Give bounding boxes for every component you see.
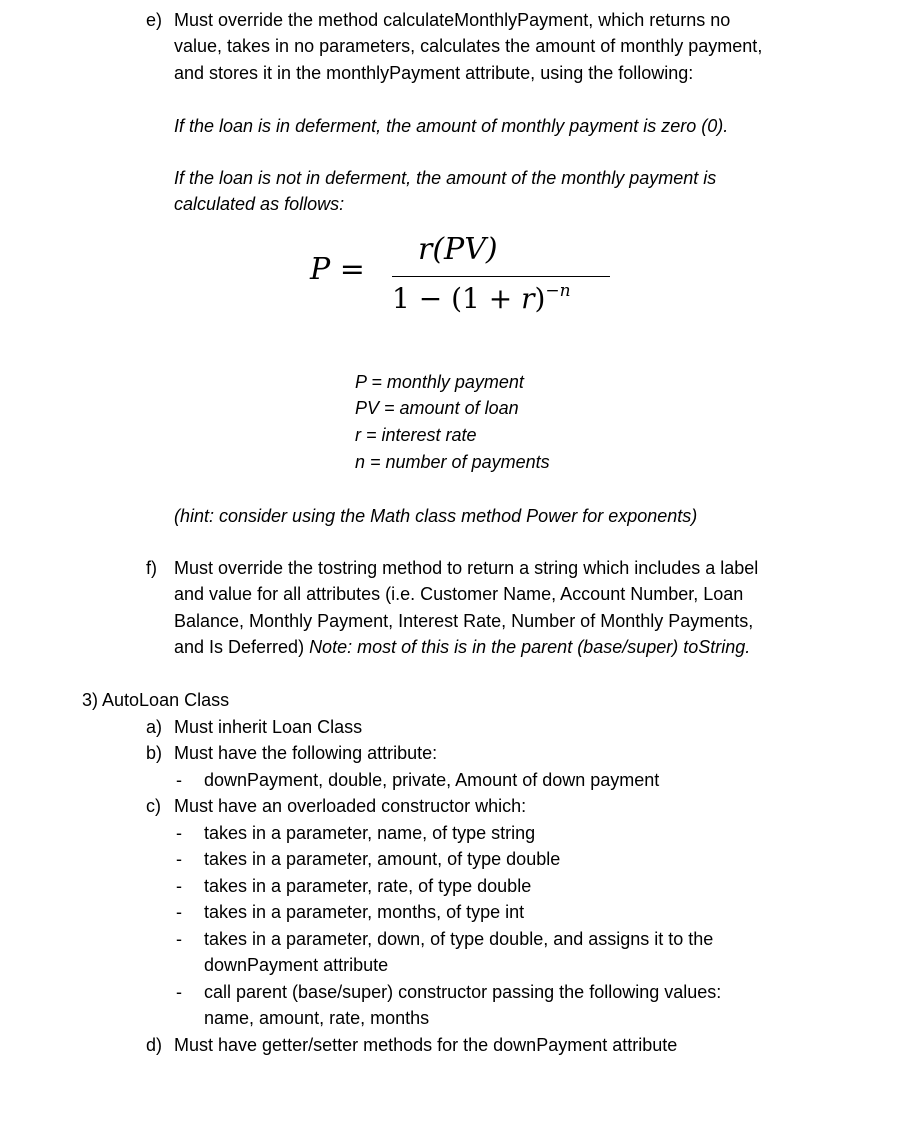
list-marker-3b: b) [146, 743, 163, 763]
item-3c-bullet-5: takes in a parameter, down, of type double, and assigns it to the [204, 929, 714, 949]
item-3c-bullet-1: takes in a parameter, name, of type string [204, 823, 536, 843]
item-f-line-2: and value for all attributes (i.e. Customer Name, Account Number, Loan [174, 584, 744, 604]
formula-fraction-bar [392, 276, 610, 277]
bullet-dash: - [176, 929, 182, 949]
item-f-note: Note: most of this is in the parent (base/super) toString. [309, 637, 751, 657]
list-marker-3c: c) [146, 796, 161, 816]
formula-lhs: P = [310, 252, 365, 287]
item-3a-text: Must inherit Loan Class [174, 717, 363, 737]
bullet-dash: - [176, 982, 182, 1002]
item-3c-bullet-3: takes in a parameter, rate, of type double [204, 876, 532, 896]
definition-r: r = interest rate [355, 425, 477, 445]
list-marker-3a: a) [146, 717, 163, 737]
item-f-line-4 [174, 636, 750, 658]
item-f-line-4-plain: and Is Deferred) [174, 637, 310, 657]
bullet-dash: - [176, 770, 182, 790]
item-3c-bullet-6-cont: name, amount, rate, months [204, 1008, 430, 1028]
item-3c-bullet-6: call parent (base/super) constructor passing the following values: [204, 982, 722, 1002]
item-f-line-1: Must override the tostring method to return a string which includes a label [174, 558, 759, 578]
item-3c-bullet-5-cont: downPayment attribute [204, 955, 389, 975]
monthly-payment-formula [300, 230, 620, 320]
bullet-dash: - [176, 823, 182, 843]
item-e-line-1: Must override the method calculateMonthlyPayment, which returns no [174, 10, 731, 30]
definition-n: n = number of payments [355, 452, 550, 472]
item-f-line-3: Balance, Monthly Payment, Interest Rate, Number of Monthly Payments, [174, 611, 754, 631]
item-e-line-2: value, takes in no parameters, calculates the amount of monthly payment, [174, 36, 763, 56]
list-marker-e: e) [146, 10, 163, 30]
item-3c-bullet-2: takes in a parameter, amount, of type double [204, 849, 561, 869]
deferment-rule: If the loan is in deferment, the amount of monthly payment is zero (0). [174, 116, 729, 136]
formula-numerator: r(PV) [418, 232, 498, 267]
not-deferment-rule-line-2: calculated as follows: [174, 194, 345, 214]
item-e-line-3: and stores it in the monthlyPayment attribute, using the following: [174, 63, 694, 83]
list-marker-f: f) [146, 558, 157, 578]
item-3b-bullet-1: downPayment, double, private, Amount of down payment [204, 770, 660, 790]
not-deferment-rule-line-1: If the loan is not in deferment, the amount of the monthly payment is [174, 168, 717, 188]
formula-denominator-base: 1 − (1 + [392, 282, 522, 315]
list-marker-3d: d) [146, 1035, 163, 1055]
definition-p: P = monthly payment [355, 372, 524, 392]
formula-denominator-close: ) [534, 282, 546, 315]
item-3d-text: Must have getter/setter methods for the downPayment attribute [174, 1035, 678, 1055]
item-3c-text: Must have an overloaded constructor which: [174, 796, 527, 816]
bullet-dash: - [176, 902, 182, 922]
bullet-dash: - [176, 849, 182, 869]
hint-text: (hint: consider using the Math class method Power for exponents) [174, 506, 698, 526]
section-3-heading: 3) AutoLoan Class [82, 690, 230, 710]
bullet-dash: - [176, 876, 182, 896]
item-3c-bullet-4: takes in a parameter, months, of type int [204, 902, 525, 922]
formula-exponent: −n [545, 281, 571, 301]
definition-pv: PV = amount of loan [355, 398, 519, 418]
formula-denominator [392, 282, 571, 315]
formula-denominator-var: r [521, 282, 535, 315]
item-3b-text: Must have the following attribute: [174, 743, 438, 763]
